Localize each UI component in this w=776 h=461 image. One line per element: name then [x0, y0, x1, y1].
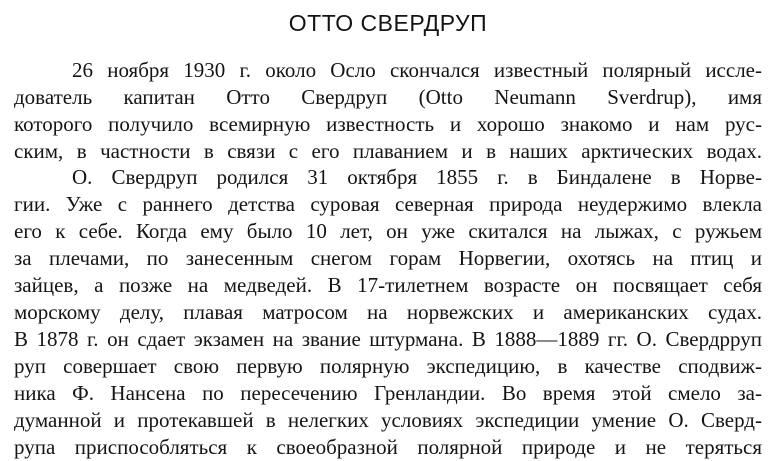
text-line: рупа приспособляться к своеобразной полярной природе и не теряться	[14, 435, 762, 459]
text-line: В 1878 г. он сдает экзамен на звание штурмана. В 1888—1889 гг. О. Свердрруп	[14, 327, 762, 351]
text-line: думанной и протекавшей в нелегких условиях экспедиции умение О. Сверд-	[14, 408, 762, 432]
text-line: зайцев, а позже на медведей. В 17-тилетнем возрасте он посвящает себя	[14, 273, 762, 297]
text-line: ским, в частности в связи с его плаванием и в наших арктических водах.	[14, 139, 762, 163]
text-line: за плечами, по занесенным снегом горам Норвегии, охотясь на птиц и	[14, 246, 762, 270]
text-line: 26 ноября 1930 г. около Осло скончался известный полярный иссле-	[72, 58, 762, 82]
article-title: ОТТО СВЕРДРУП	[288, 10, 488, 36]
text-line: дователь капитан Отто Свердруп (Otto Neumann Sverdrup), имя	[14, 85, 762, 109]
text-line: его к себе. Когда ему было 10 лет, он уже скитался на лыжах, с ружьем	[14, 219, 762, 243]
text-line: которого получило всемирную известность и хорошо знакомо и нам рус-	[14, 112, 762, 136]
text-line: руп совершает свою первую полярную экспедицию, в качестве сподвиж-	[14, 354, 762, 378]
text-line: морскому делу, плавая матросом на норвежских и американских судах.	[14, 300, 762, 324]
text-line: О. Свердруп родился 31 октября 1855 г. в Биндалене в Норве-	[72, 165, 762, 189]
text-line: гии. Уже с раннего детства суровая северная природа неудержимо влекла	[14, 192, 762, 216]
text-line: ника Ф. Нансена по пересечению Гренландии. Во время этой смело за-	[14, 381, 762, 405]
